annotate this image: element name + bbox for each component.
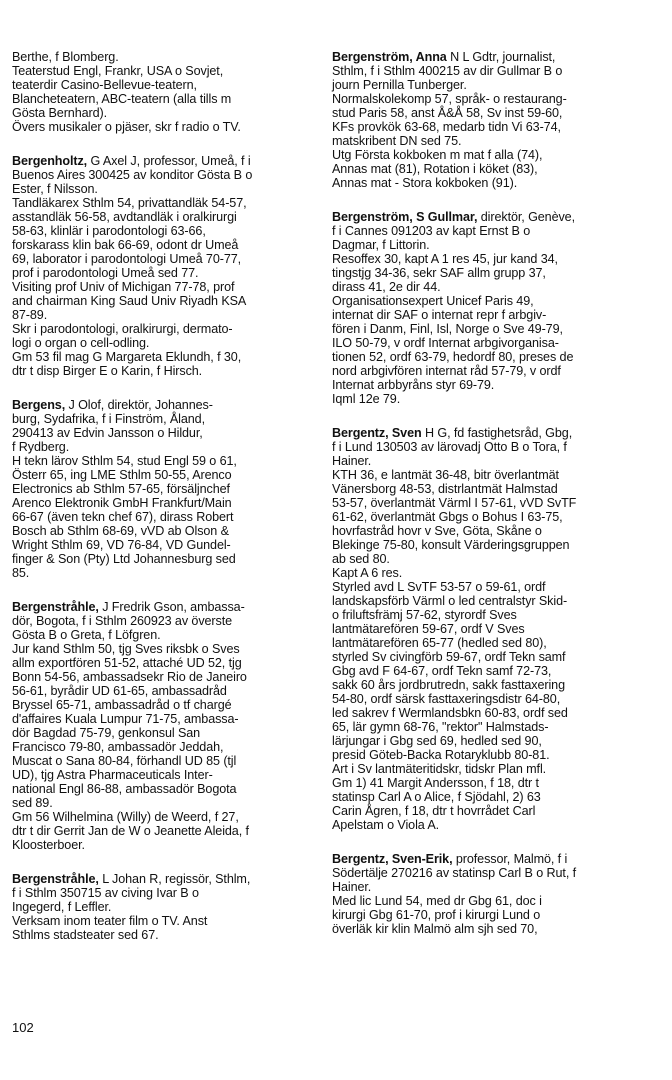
entry-head — [12, 600, 312, 642]
right-column — [332, 50, 632, 956]
entry-name: Bergens, — [12, 398, 66, 412]
entry-body: Tandläkarex Sthlm 54, privattandläk 54-57, asstandläk 56-58, avdtandläk i oralkirurgi 58-63, klinlär i parodontologi 63-66, forskarass klin bak 66-69, odont dr Umeå 69, laborator i parodontologi Umeå 70-77, prof i parodontologi Umeå sed 77. Visiting prof Univ of Michigan 77-78, prof and chairman King Saud Univ Riyadh KSA 87-89. Skr i parodontologi, oralkirurgi, dermato- logi o organ o cell-odling. Gm 53 fil mag G Margareta Eklundh, f 30, dtr t disp Birger E o Karin, f Hirsch. — [12, 196, 247, 378]
entry-head — [332, 426, 632, 468]
entry-name: Bergenholtz, — [12, 154, 88, 168]
entry-body: Normalskolekomp 57, språk- o restaurang- stud Paris 58, anst Å&Å 58, Sv inst 59-60, KFs provkök 63-68, medarb tidn Vi 63-74, matskribent DN sed 75. Utg Första kokboken m mat f alla (74), Annas mat (81), Rotation i köket (83), Annas mat - Stora kokboken (91). — [332, 92, 567, 190]
entry-head-rest: N L Gdtr, journalist, Sthlm, f i Sthlm 400215 av dir Gullmar B o journ Pernilla Tunberger. — [332, 50, 563, 92]
entry-bergenstrahle-fredrik — [12, 600, 312, 852]
entry-body: Med lic Lund 54, med dr Gbg 61, doc i kirurgi Gbg 61-70, prof i kirurgi Lund o överläk kir klin Malmö alm sjh sed 70, — [332, 894, 542, 936]
entry-bergens — [12, 398, 312, 580]
entry-name: Bergenstråhle, — [12, 600, 99, 614]
entry-name: Bergenstråhle, — [12, 872, 99, 886]
entry-body: H tekn lärov Sthlm 54, stud Engl 59 o 61, Österr 65, ing LME Sthlm 50-55, Arenco Electronics ab Sthlm 57-65, försäljnchef Arenco Elektronik GmbH Frankfurt/Main 66-67 (även tekn chef 67), dirass Robert Bosch ab Sthlm 68-69, vVD ab Olson & Wright Sthlm 69, VD 76-84, VD Gundel- finger & Son (Pty) Ltd Johannesburg sed 85. — [12, 454, 237, 580]
entry-head — [332, 50, 632, 92]
entry-bergenholtz — [12, 154, 312, 378]
entry-body: Jur kand Sthlm 50, tjg Sves riksbk o Sves allm exportfören 51-52, attaché UD 52, tjg Bonn 54-56, ambassadsekr Rio de Janeiro 56-61, byrådir UD 61-65, ambassadråd Bryssel 65-71, ambassadråd o tf chargé d'affaires Kuala Lumpur 71-75, ambassa- dör Bagdad 75-79, genkonsul San Francisco 79-80, ambassadör Jeddah, Muscat o Sana 80-84, förhandl UD 85 (tjl UD), tjg Astra Pharmaceuticals Inter- national Engl 86-88, ambassadör Bogota sed 89. Gm 56 Wilhelmina (Willy) de Weerd, f 27, dtr t dir Gerrit Jan de W o Jeanette Aleida, f Kloosterboer. — [12, 642, 249, 852]
entry-body: Resoffex 30, kapt A 1 res 45, jur kand 34, tingstjg 34-36, sekr SAF allm grupp 37, dirass 41, 2e dir 44. Organisationsexpert Unicef Paris 49, internat dir SAF o internat repr f arbgiv- fören i Danm, Finl, Isl, Norge o Sve 49-79, ILO 50-79, v ordf Internat arbgivorganisa- tionen 52, ordf 63-79, hedordf 80, preses de nord arbgivfören internat råd 57-79, v ordf Internat arbbyråns styr 69-79. Iqml 12e 79. — [332, 252, 574, 406]
entry-bergenstrom-gullmar — [332, 210, 632, 406]
entry-head — [12, 154, 312, 196]
entry-head — [12, 872, 312, 914]
left-column — [12, 50, 312, 962]
entry-body: Berthe, f Blomberg. Teaterstud Engl, Frankr, USA o Sovjet, teaterdir Casino-Bellevue-teatern, Blancheteatern, ABC-teatern (alla tills m Gösta Bernhard). Övers musikaler o pjäser, skr f radio o TV. — [12, 50, 241, 134]
entry-head-rest: G Axel J, professor, Umeå, f i Buenos Aires 300425 av konditor Gösta B o Ester, f Nilsson. — [12, 154, 253, 196]
entry-head-rest: L Johan R, regissör, Sthlm, f i Sthlm 350715 av civing Ivar B o Ingegerd, f Leffler. — [12, 872, 251, 914]
entry-head-rest: direktör, Genève, f i Cannes 091203 av kapt Ernst B o Dagmar, f Littorin. — [332, 210, 575, 252]
entry-name: Bergenström, S Gullmar, — [332, 210, 478, 224]
entry-berthe-continuation — [12, 50, 312, 134]
entry-body: Verksam inom teater film o TV. Anst Sthlms stadsteater sed 67. — [12, 914, 208, 942]
entry-head — [12, 398, 312, 454]
entry-body: KTH 36, e lantmät 36-48, bitr överlantmät Vänersborg 48-53, distrlantmät Halmstad 53-57, överlantmät Värml I 57-61, vVD SvTF 61-62, överlantmät Gbgs o Bohus I 63-75, hovrfastråd hovr v Sve, Göta, Skåne o Blekinge 75-80, konsult Värderingsgruppen ab sed 80. Kapt A 6 res. Styrled avd L SvTF 53-57 o 59-61, ordf landskapsförb Värml o led centralstyr Skid- o friluftsfrämj 57-62, styrordf Sves lantmätarefören 59-67, ordf V Sves lantmätarefören 65-77 (hedled sed 80), styrled Sv civingförb 59-67, ordf Tekn samf Gbg avd F 64-67, ordf Tekn samf 72-73, sakk 60 års jordbrutredn, sakk fasttaxering 54-80, ordf särsk fasttaxeringsdistr 64-80, led sakrev f Wermlandsbkn 60-83, ordf sed 65, lär gymn 68-76, "rektor" Halmstads- lärjungar i Gbg sed 69, hedled sed 90, presid Göteb-Backa Rotaryklubb 80-81. Art i Sv lantmäteritidskr, tidskr Plan mfl. Gm 1) 41 Margit Andersson, f 18, dtr t statinsp Carl A o Alice, f Sjödahl, 2) 63 Carin Ågren, f 18, dtr t hovrrådet Carl Apelstam o Viola A. — [332, 468, 577, 832]
entry-head-rest: professor, Malmö, f i Södertälje 270216 av statinsp Carl B o Rut, f Hainer. — [332, 852, 577, 894]
entry-name: Bergenström, Anna — [332, 50, 447, 64]
entry-bergenstrom-anna — [332, 50, 632, 190]
entry-head-rest: J Olof, direktör, Johannes- burg, Sydafrika, f i Finström, Åland, 290413 av Edvin Jansson o Hildur, f Rydberg. — [12, 398, 213, 454]
page-number: 102 — [12, 1020, 34, 1035]
entry-bergenstrahle-johan — [12, 872, 312, 942]
entry-name: Bergentz, Sven-Erik, — [332, 852, 453, 866]
entry-name: Bergentz, Sven — [332, 426, 422, 440]
entry-head — [332, 852, 632, 894]
entry-bergentz-sven — [332, 426, 632, 832]
entry-bergentz-sven-erik — [332, 852, 632, 936]
entry-head — [332, 210, 632, 252]
entry-head-rest: H G, fd fastighetsråd, Gbg, f i Lund 130503 av lärovadj Otto B o Tora, f Hainer. — [332, 426, 573, 468]
entry-head-rest: J Fredrik Gson, ambassa- dör, Bogota, f i Sthlm 260923 av överste Gösta B o Greta, f Löfgren. — [12, 600, 245, 642]
